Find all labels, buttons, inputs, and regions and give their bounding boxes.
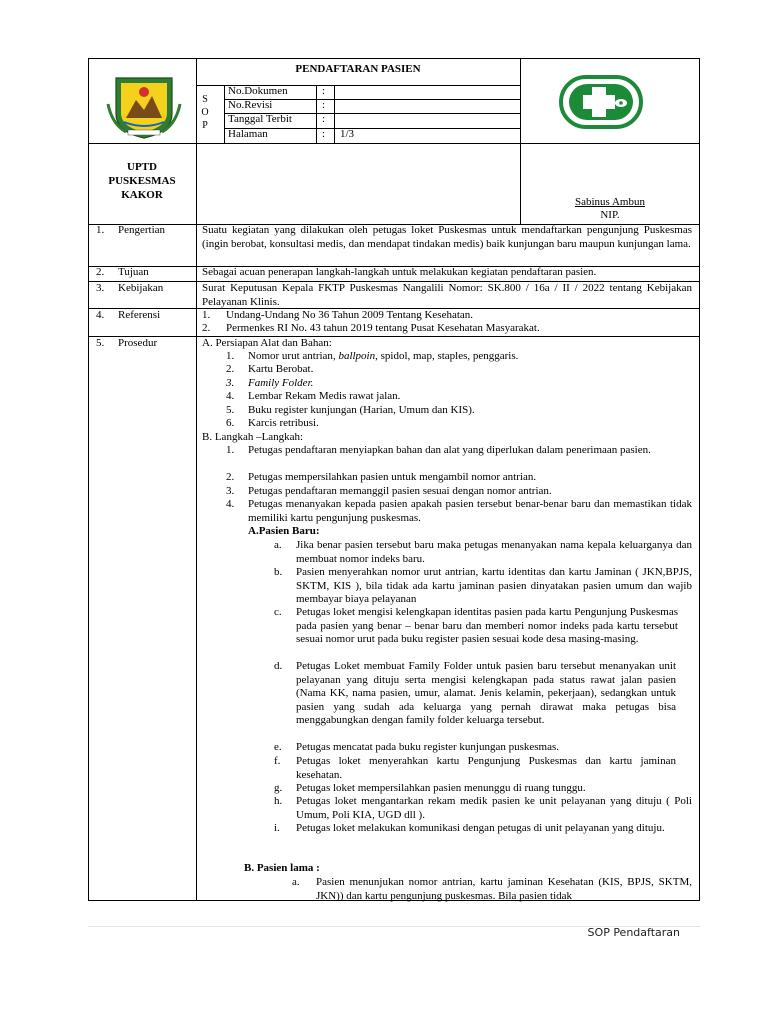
row-label: Kebijakan — [118, 282, 164, 294]
sop-letter: O — [201, 107, 209, 118]
divider — [316, 85, 317, 143]
org-name-line: PUSKESMAS — [108, 175, 176, 187]
section-heading: A. Persiapan Alat dan Bahan: — [202, 337, 332, 349]
list-item: Pasien menunjukan nomor antrian, kartu jaminan Kesehatan (KIS, BPJS, SKTM, JKN)) dan kartu pengunjung puskesmas. Bila pasien tidak — [316, 876, 692, 902]
footer-label: SOP Pendaftaran — [587, 926, 680, 939]
list-number: 6. — [226, 417, 235, 429]
list-item: Undang-Undang No 36 Tahun 2009 Tentang Kesehatan. — [226, 309, 474, 321]
field-label: No.Revisi — [228, 99, 273, 111]
text-segment: Nomor urut antrian, — [248, 350, 339, 362]
divider — [196, 224, 197, 901]
list-item: Petugas loket mengantarkan rekam medik pasien ke unit pelayanan yang dituju ( Poli Umum, Poli KIA, UGD dll ). — [296, 795, 692, 821]
sop-letter: S — [202, 94, 208, 105]
list-number: 5. — [226, 404, 235, 416]
list-item: Permenkes RI No. 43 tahun 2019 tentang Pusat Kesehatan Masyarakat. — [226, 322, 540, 334]
divider — [224, 128, 520, 129]
divider — [88, 143, 700, 144]
divider — [88, 336, 700, 337]
document-title: PENDAFTARAN PASIEN — [295, 63, 421, 75]
signer-name: Sabinus Ambun — [575, 196, 645, 208]
list-item: Pasien menyerahkan nomor urut antrian, kartu identitas dan kartu Jaminan ( JKN,BPJS, SKTM, KIS ), bila tidak ada kartu jaminan pasien dinyatakan pasien umum dan wajib membayar biaya pelayanan — [296, 566, 692, 605]
list-item: Petugas loket mempersilahkan pasien menunggu di ruang tunggu. — [296, 782, 586, 794]
regency-emblem-icon — [106, 74, 182, 140]
list-item: Buku register kunjungan (Harian, Umum dan KIS). — [248, 404, 475, 416]
row-number: 1. — [96, 224, 105, 236]
list-number: 1. — [226, 444, 235, 456]
divider — [224, 85, 225, 143]
row-number: 4. — [96, 309, 105, 321]
list-number: 3. — [226, 377, 235, 389]
list-letter: c. — [274, 606, 282, 618]
list-letter: g. — [274, 782, 283, 794]
list-number: 4. — [226, 498, 235, 510]
list-letter: e. — [274, 741, 282, 753]
section-heading: B. Langkah –Langkah: — [202, 431, 304, 443]
org-name-line: KAKOR — [121, 189, 163, 201]
field-separator: : — [322, 99, 326, 111]
list-number: 1. — [226, 350, 235, 362]
list-letter: f. — [274, 755, 281, 767]
field-value: 1/3 — [340, 128, 355, 140]
text-segment: ballpoin — [338, 350, 376, 362]
list-item: Jika benar pasien tersebut baru maka petugas menanyakan nama kepala keluarganya dan membuat nomor indeks baru. — [296, 539, 692, 565]
row-label: Pengertian — [118, 224, 166, 236]
field-label: Halaman — [228, 128, 268, 140]
list-letter: d. — [274, 660, 283, 672]
list-number: 2. — [202, 322, 211, 334]
list-number: 2. — [226, 363, 235, 375]
row-content: Surat Keputusan Kepala FKTP Puskesmas Nangalili Nomor: SK.800 / 16a / II / 2022 tentang Kebijakan Pelayanan Klinis. — [202, 282, 692, 308]
subsection-heading: B. Pasien lama : — [244, 862, 320, 874]
list-letter: a. — [274, 539, 282, 551]
signer-nip: NIP. — [600, 209, 620, 221]
org-name-line: UPTD — [127, 161, 157, 173]
row-number: 3. — [96, 282, 105, 294]
row-content: Sebagai acuan penerapan langkah-langkah untuk melakukan kegiatan pendaftaran pasien. — [202, 266, 597, 278]
list-item — [248, 350, 518, 364]
list-item: Petugas loket mengisi kelengkapan identitas pasien pada kartu Pengunjung Puskesmas pada pasien yang benar – benar baru dan memberi nomor indeks pada kartu tersebut sesuai nomor urut pada buku register pasien sesuai kode desa masing-masing. — [296, 606, 678, 645]
divider — [196, 58, 197, 224]
list-item: Kartu Berobat. — [248, 363, 314, 375]
field-separator: : — [322, 113, 326, 125]
list-number: 2. — [226, 471, 235, 483]
sop-letter: P — [202, 120, 208, 131]
list-letter: b. — [274, 566, 283, 578]
list-item: Petugas loket melakukan komunikasi dengan petugas di unit pelayanan yang dituju. — [296, 822, 665, 834]
row-label: Tujuan — [118, 266, 149, 278]
list-number: 4. — [226, 390, 235, 402]
list-number: 3. — [226, 485, 235, 497]
list-item: Petugas menanyakan kepada pasien apakah pasien tersebut benar-benar baru dan memastikan tidak memiliki kartu pengunjung puskesmas. — [248, 498, 692, 524]
puskesmas-logo-icon — [559, 75, 643, 129]
list-item: Petugas pendaftaran menyiapkan bahan dan alat yang diperlukan dalam penerimaan pasien. — [248, 444, 651, 456]
list-item: Lembar Rekam Medis rawat jalan. — [248, 390, 401, 402]
subsection-heading: A.Pasien Baru: — [248, 525, 320, 537]
field-label: No.Dokumen — [228, 85, 288, 97]
list-letter: h. — [274, 795, 283, 807]
list-item: Petugas loket menyerahkan kartu Pengunjung Puskesmas dan kartu jaminan kesehatan. — [296, 755, 676, 781]
list-item: Petugas mempersilahkan pasien untuk mengambil nomor antrian. — [248, 471, 537, 483]
divider — [334, 85, 335, 143]
field-label: Tanggal Terbit — [228, 113, 292, 125]
list-item: Karcis retribusi. — [248, 417, 319, 429]
field-separator: : — [322, 85, 326, 97]
list-letter: a. — [292, 876, 300, 888]
list-item: Petugas mencatat pada buku register kunjungan puskesmas. — [296, 741, 560, 753]
list-item: Petugas Loket membuat Family Folder untuk pasien baru tersebut menanyakan unit pelayanan yang dituju serta mengisi kelengkapan pada status rawat jalan pasien (Nama KK, nama pasien, umur, alamat. Jenis kelamin, pekerjaan), sedangkan untuk pasien yang sudah ada keluarga yang pernah dirawat maka petugas bisa menggabungkan dengan family folder keluarga tersebut. — [296, 660, 676, 726]
list-number: 1. — [202, 309, 211, 321]
list-item: Petugas pendaftaran memanggil pasien sesuai dengan nomor antrian. — [248, 485, 552, 497]
field-separator: : — [322, 128, 326, 140]
row-label: Referensi — [118, 309, 161, 321]
row-label: Prosedur — [118, 337, 158, 349]
row-content: Suatu kegiatan yang dilakukan oleh petugas loket Puskesmas untuk mendaftarkan pengunjung Puskesmas (ingin berobat, konsultasi medis, dan mendapat tindakan medis) baik kunjungan baru maupun kunjungan lama. — [202, 224, 692, 250]
row-number: 2. — [96, 266, 105, 278]
row-number: 5. — [96, 337, 105, 349]
text-segment: , spidol, map, staples, penggaris. — [375, 350, 519, 362]
list-item: Family Folder. — [248, 377, 314, 389]
list-letter: i. — [274, 822, 280, 834]
